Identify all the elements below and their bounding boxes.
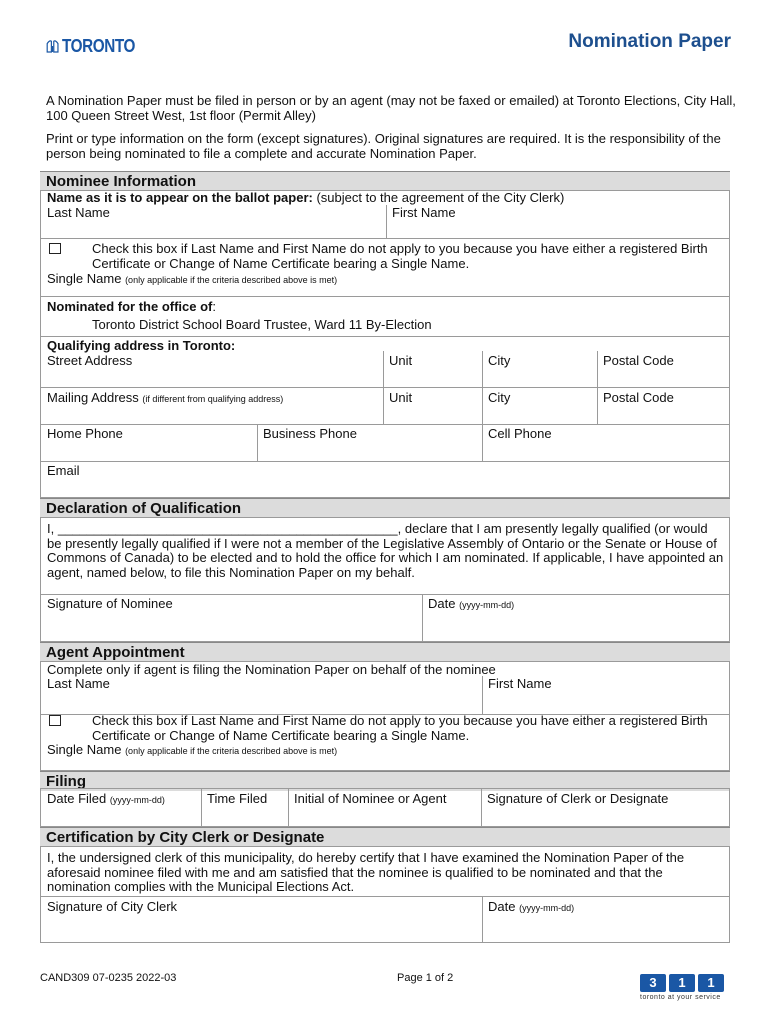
agent-note: Complete only if agent is filing the Nomination Paper on behalf of the nominee bbox=[47, 662, 496, 677]
certification-text: I, the undersigned clerk of this municipality, do hereby certify that I have examined the Nomination Paper of the aforesaid nominee filed with me and am satisfied that the nominee is qualified to be nominated and that the nomination complies with the Municipal Elections Act. bbox=[47, 850, 685, 894]
postal-code-label: Postal Code bbox=[603, 353, 674, 368]
unit-label: Unit bbox=[389, 353, 413, 368]
qualifying-address-heading: Qualifying address in Toronto: bbox=[47, 338, 236, 353]
office-label: Nominated for the office of: bbox=[47, 299, 217, 314]
agent-section-header bbox=[40, 642, 730, 662]
nominee-single-name-label: Single Name (only applicable if the criteria described above is met) bbox=[47, 271, 338, 286]
nominee-box bbox=[40, 190, 730, 498]
mailing-unit-label: Unit bbox=[389, 390, 413, 405]
city-hall-icon bbox=[46, 34, 59, 58]
mailing-city-label: City bbox=[488, 390, 511, 405]
agent-checkbox-text: Check this box if Last Name and First Name do not apply to you because you have either a registered Birth Certificate or Change of Name Certificate bearing a Single Name. bbox=[92, 713, 708, 743]
agent-last-name-label: Last Name bbox=[47, 676, 110, 691]
badge-digit: 1 bbox=[698, 974, 724, 992]
time-filed-label: Time Filed bbox=[207, 791, 268, 806]
agent-box bbox=[40, 661, 730, 771]
nominee-section-header bbox=[40, 171, 730, 191]
badge-digit: 1 bbox=[669, 974, 695, 992]
filing-heading: Filing bbox=[46, 773, 86, 790]
mailing-postal-code-label: Postal Code bbox=[603, 390, 674, 405]
declaration-section-header bbox=[40, 498, 730, 518]
declaration-box bbox=[40, 517, 730, 642]
intro-text-1: A Nomination Paper must be filed in person or by an agent (may not be faxed or emailed) at Toronto Elections, City Hall, 100 Queen Street West, 1st floor (Permit Alley) bbox=[46, 93, 736, 123]
declaration-text: I, _______________________________________________, declare that I am presently legally qualified (or would be presently legally qualified if I were not a member of the Legislative Assembly of Ontario or the Senate or House of Commons of Canada) to be elected and to hold the office for which I am nominated. If applicable, I have appointed an agent, named below, to file this Nomination Paper on my behalf. bbox=[47, 521, 724, 580]
office-value: Toronto District School Board Trustee, Ward 11 By-Election bbox=[92, 317, 432, 332]
certification-date-label: Date (yyyy-mm-dd) bbox=[488, 899, 575, 914]
declaration-date-label: Date (yyyy-mm-dd) bbox=[428, 596, 515, 611]
nominee-single-name-checkbox[interactable] bbox=[49, 243, 61, 254]
toronto-logo bbox=[46, 33, 148, 59]
cell-phone-label: Cell Phone bbox=[488, 426, 552, 441]
form-code: CAND309 07-0235 2022-03 bbox=[40, 972, 177, 984]
nominee-last-name-label: Last Name bbox=[47, 205, 110, 220]
filing-box bbox=[40, 788, 730, 827]
declaration-heading: Declaration of Qualification bbox=[46, 500, 242, 517]
agent-single-name-label: Single Name (only applicable if the criteria described above is met) bbox=[47, 742, 338, 757]
certification-heading: Certification by City Clerk or Designate bbox=[46, 829, 325, 846]
nominee-first-name-label: First Name bbox=[392, 205, 456, 220]
agent-single-name-checkbox[interactable] bbox=[49, 715, 61, 726]
home-phone-label: Home Phone bbox=[47, 426, 123, 441]
mailing-address-label: Mailing Address (if different from qualifying address) bbox=[47, 390, 284, 405]
nominee-heading: Nominee Information bbox=[46, 173, 197, 190]
document-title: Nomination Paper bbox=[568, 31, 731, 52]
city-label: City bbox=[488, 353, 511, 368]
nominee-checkbox-text: Check this box if Last Name and First Name do not apply to you because you have either a registered Birth Certificate or Change of Name Certificate bearing a Single Name. bbox=[92, 241, 708, 271]
city-clerk-signature-label: Signature of City Clerk bbox=[47, 899, 178, 914]
certification-section-header bbox=[40, 827, 730, 847]
agent-first-name-label: First Name bbox=[488, 676, 552, 691]
date-filed-label: Date Filed (yyyy-mm-dd) bbox=[47, 791, 165, 806]
badge-tagline: toronto at your service bbox=[640, 994, 721, 1001]
email-label: Email bbox=[47, 463, 80, 478]
initial-label: Initial of Nominee or Agent bbox=[294, 791, 447, 806]
service-311-badge bbox=[640, 974, 730, 1004]
clerk-signature-label: Signature of Clerk or Designate bbox=[487, 791, 669, 806]
certification-box bbox=[40, 846, 730, 943]
agent-heading: Agent Appointment bbox=[46, 644, 185, 661]
intro-text-2: Print or type information on the form (except signatures). Original signatures are required. It is the responsibility of the person being nominated to file a complete and accurate Nomination Paper. bbox=[46, 131, 721, 161]
business-phone-label: Business Phone bbox=[263, 426, 357, 441]
badge-digit: 3 bbox=[640, 974, 666, 992]
nominee-signature-label: Signature of Nominee bbox=[47, 596, 173, 611]
intro-paragraph-1 bbox=[46, 93, 736, 123]
ballot-name-label: Name as it is to appear on the ballot paper: (subject to the agreement of the City Clerk) bbox=[47, 190, 565, 205]
intro-paragraph-2 bbox=[46, 131, 736, 161]
page-number: Page 1 of 2 bbox=[397, 972, 454, 984]
street-address-label: Street Address bbox=[47, 353, 133, 368]
logo-text: TORONTO bbox=[62, 35, 136, 56]
